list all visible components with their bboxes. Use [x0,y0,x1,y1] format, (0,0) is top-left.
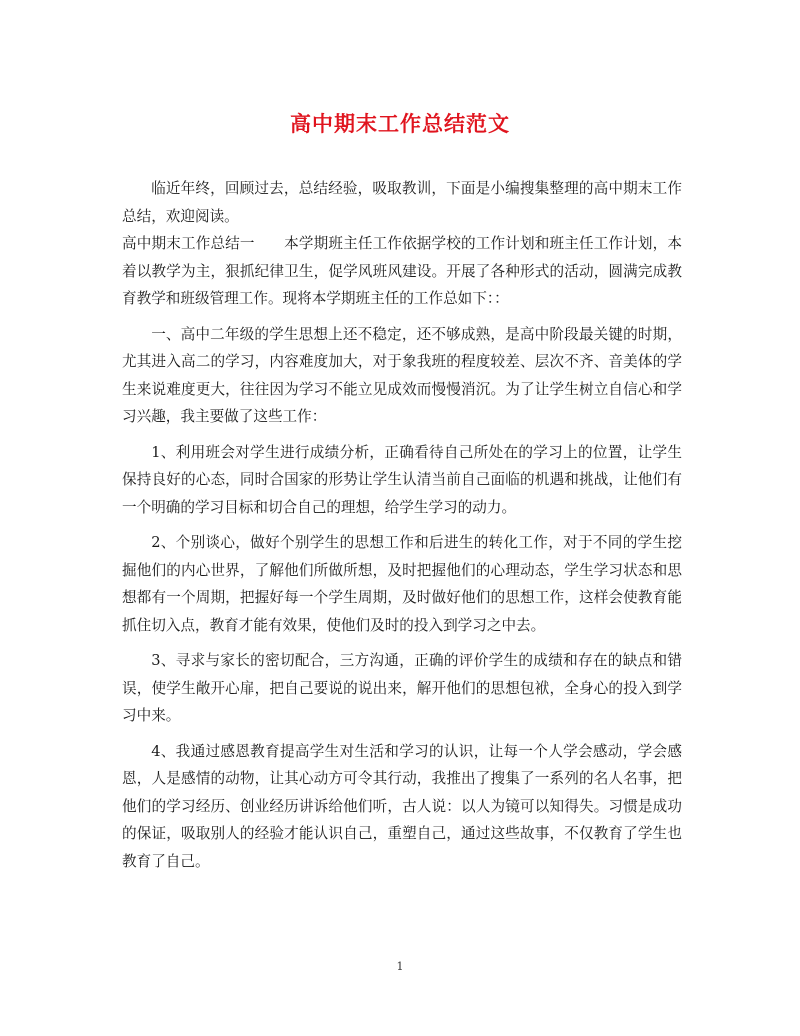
summary-one-paragraph: 高中期末工作总结一 本学期班主任工作依据学校的工作计划和班主任工作计划，本着以教学为主，狠抓纪律卫生，促学风班风建设。开展了各种形式的活动，圆满完成教育教学和班级管理工作。现将本学期班主任的工作总如下：： [122,235,682,307]
page-title: 高中期末工作总结范文 [290,111,510,136]
point-three-paragraph: 3、寻求与家长的密切配合，三方沟通，正确的评价学生的成绩和存在的缺点和错误，使学生敞开心扉，把自己要说的说出来，解开他们的思想包袱，全身心的投入到学习中来。 [122,652,682,724]
point-one-paragraph: 1、利用班会对学生进行成绩分析，正确看待自己所处在的学习上的位置，让学生保持良好的心态，同时合国家的形势让学生认清当前自己面临的机遇和挑战，让他们有一个明确的学习目标和切合自己的理想，给学生学习的动力。 [122,443,682,516]
document-body [122,175,682,875]
page-number: 1 [396,960,404,973]
section-one-paragraph: 一、高中二年级的学生思想上还不稳定，还不够成熟，是高中阶段最关键的时期，尤其进入高二的学习，内容难度加大，对于象我班的程度较差、层次不齐、音美体的学生来说难度更大，往往因为学习不能立见成效而慢慢消沉。为了让学生树立自信心和学习兴趣，我主要做了这些工作： [122,325,682,425]
intro-paragraph: 临近年终，回顾过去，总结经验，吸取教训，下面是小编搜集整理的高中期末工作总结，欢迎阅读。 [122,180,682,225]
point-two-paragraph: 2、个别谈心，做好个别学生的思想工作和后进生的转化工作，对于不同的学生挖掘他们的内心世界，了解他们所做所想，及时把握他们的心理动态，学生学习状态和思想都有一个周期，把握好每一个学生周期，及时做好他们的思想工作，这样会使教育能抓住切入点，教育才能有效果，使他们及时的投入到学习之中去。 [122,534,682,634]
point-four-paragraph: 4、我通过感恩教育提高学生对生活和学习的认识，让每一个人学会感动，学会感恩，人是感情的动物，让其心动方可令其行动，我推出了搜集了一系列的名人名事，把他们的学习经历、创业经历讲诉给他们听，古人说：以人为镜可以知得失。习惯是成功的保证，吸取别人的经验才能认识自己，重塑自己，通过这些故事，不仅教育了学生也教育了自己。 [122,742,682,870]
